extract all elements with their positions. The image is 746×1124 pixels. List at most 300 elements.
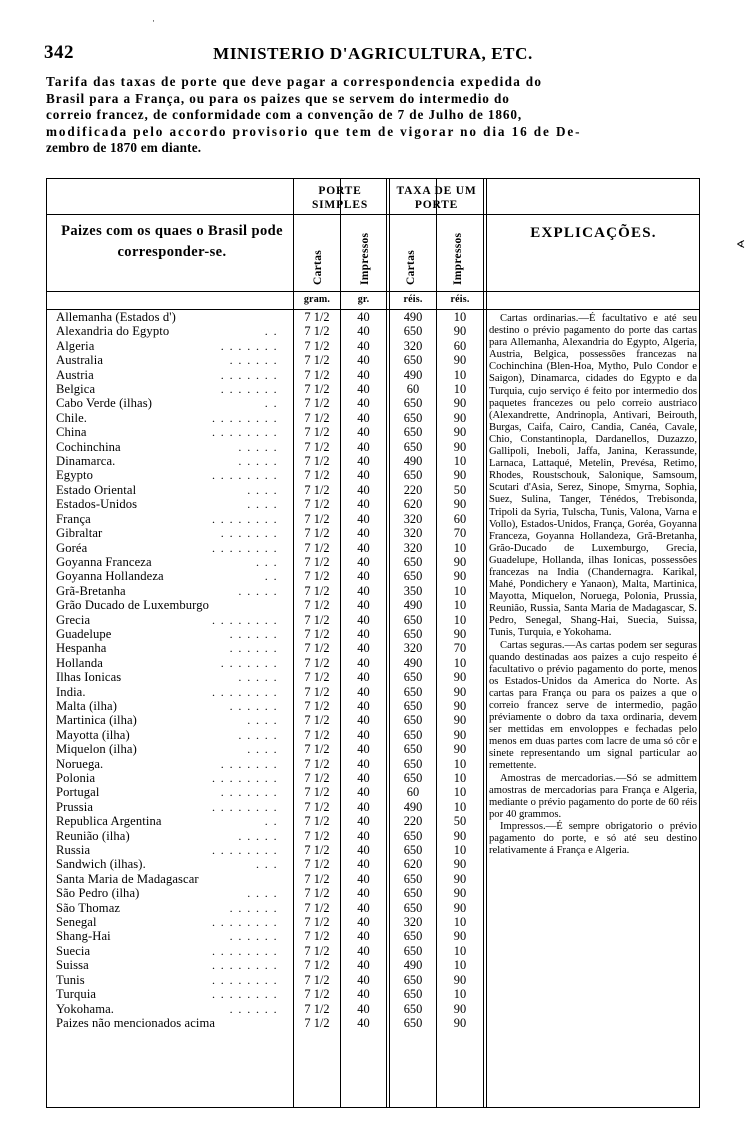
leader-dots: . . . . . [238, 583, 278, 598]
country-name: Reunião (ilha) [56, 828, 130, 843]
leader-dots: . . . . . . . . [212, 771, 278, 785]
country-name: Estado Oriental [56, 482, 137, 497]
cell-c4: 10 [453, 583, 467, 598]
cell-c4: 90 [453, 929, 467, 944]
cell-c1: 7 1/2 [304, 324, 330, 339]
leader-dots: . . [264, 396, 278, 411]
subheading-porte-cartas: Cartas [312, 249, 324, 285]
country-name: Grã-Bretanha [56, 583, 126, 598]
subheading-porte-impressos: Impressos [359, 232, 371, 285]
leader-dots: . . . . . . [229, 698, 278, 713]
cell-c3: 650 [403, 843, 423, 858]
leader-dots: . . . . . . . . [212, 540, 278, 555]
country-name: Paizes não mencionados acima [56, 1015, 216, 1030]
group-heading-taxa-de-um-porte: TAXA DE UM PORTE [396, 185, 477, 211]
cell-c2: 40 [357, 915, 370, 930]
cell-c2: 40 [357, 785, 370, 800]
cell-c2: 40 [357, 554, 370, 569]
cell-c4: 90 [453, 626, 467, 641]
cell-c1: 7 1/2 [304, 670, 330, 685]
intro-line: modificada pelo accordo provisorio que tem de vigorar no dia 16 de De- [46, 123, 582, 139]
table-row [47, 929, 699, 943]
cell-c1: 7 1/2 [304, 713, 330, 728]
table-row [47, 958, 699, 972]
leader-dots: . . . . . . . . [212, 612, 278, 627]
leader-dots: . . . [256, 857, 278, 872]
cell-c1: 7 1/2 [304, 583, 330, 598]
cell-c2: 40 [357, 828, 370, 843]
leader-dots: . . . . . . . . [212, 799, 278, 814]
row-divider [47, 291, 699, 292]
cell-c2: 40 [357, 771, 370, 785]
cell-c3: 650 [403, 742, 423, 757]
cell-c2: 40 [357, 324, 370, 339]
leader-dots: . . . . . . [229, 929, 278, 944]
cell-c1: 7 1/2 [304, 554, 330, 569]
cell-c3: 650 [403, 569, 423, 584]
leader-dots: . . . . . [238, 439, 278, 454]
cell-c1: 7 1/2 [304, 612, 330, 627]
cell-c3: 650 [403, 324, 423, 339]
cell-c1: 7 1/2 [304, 1015, 330, 1030]
cell-c3: 650 [403, 972, 423, 987]
leader-dots: . . . [256, 554, 278, 569]
cell-c1: 7 1/2 [304, 727, 330, 742]
cell-c3: 620 [403, 857, 423, 872]
country-name: Cabo Verde (ilhas) [56, 396, 152, 411]
leader-dots: . . . . [247, 497, 278, 512]
cell-c2: 40 [357, 1015, 370, 1030]
country-name: Guadelupe [56, 626, 112, 641]
cell-c3: 650 [403, 554, 423, 569]
leader-dots: . . . . [247, 886, 278, 901]
cell-c4: 10 [453, 958, 467, 973]
leader-dots: . . . . . . [229, 353, 278, 368]
cell-c1: 7 1/2 [304, 857, 330, 872]
country-name: Russia [56, 843, 91, 858]
cell-c2: 40 [357, 727, 370, 742]
page-number: 342 [44, 42, 74, 63]
group-heading-porte-simples: PORTE SIMPLES [311, 185, 369, 211]
cell-c2: 40 [357, 713, 370, 728]
leader-dots: . . . . . . . [220, 756, 278, 771]
cell-c4: 90 [453, 410, 467, 425]
cell-c4: 90 [453, 1001, 467, 1016]
cell-c1: 7 1/2 [304, 814, 330, 829]
cell-c3: 650 [403, 353, 423, 368]
country-name: Algeria [56, 338, 95, 353]
cell-c1: 7 1/2 [304, 742, 330, 757]
cell-c3: 650 [403, 828, 423, 843]
cell-c2: 40 [357, 670, 370, 685]
country-name: Goyanna Franceza [56, 554, 152, 569]
cell-c4: 70 [453, 526, 467, 541]
cell-c4: 60 [453, 338, 467, 353]
leader-dots: . . . . . . . . [212, 987, 278, 1002]
cell-c4: 90 [453, 324, 467, 339]
country-name: Martinica (ilha) [56, 713, 137, 728]
running-head: MINISTERIO D'AGRICULTURA, ETC. [213, 44, 533, 63]
cell-c2: 40 [357, 641, 370, 656]
explanation-paragraph: Amostras de mercadorias.—Só se admittem amostras de mercadorias para França e Algeria, mediante o prévio pagamento do porte de 60 réis por 40 grammos. [489, 772, 697, 820]
cell-c1: 7 1/2 [304, 540, 330, 555]
cell-c4: 90 [453, 468, 467, 483]
country-name: Egypto [56, 468, 93, 483]
cell-c2: 40 [357, 598, 370, 613]
cell-c4: 10 [453, 987, 467, 1002]
cell-c2: 40 [357, 468, 370, 483]
leader-dots: . . . . . . . . [212, 684, 278, 699]
cell-c2: 40 [357, 799, 370, 814]
cell-c3: 490 [403, 655, 423, 670]
cell-c3: 650 [403, 929, 423, 944]
cell-c1: 7 1/2 [304, 1001, 330, 1016]
table-row [47, 944, 699, 958]
cell-c1: 7 1/2 [304, 698, 330, 713]
cell-c4: 90 [453, 670, 467, 685]
intro-paragraph [46, 74, 706, 157]
cell-c3: 650 [403, 410, 423, 425]
country-name: Allemanha (Estados d') [56, 310, 176, 324]
cell-c1: 7 1/2 [304, 310, 330, 324]
cell-c1: 7 1/2 [304, 943, 330, 958]
cell-c4: 90 [453, 972, 467, 987]
table-row [47, 1002, 699, 1016]
cell-c2: 40 [357, 655, 370, 670]
cell-c4: 90 [453, 554, 467, 569]
cell-c4: 90 [453, 1015, 467, 1030]
cell-c2: 40 [357, 425, 370, 440]
cell-c3: 650 [403, 670, 423, 685]
cell-c1: 7 1/2 [304, 367, 330, 382]
cell-c3: 650 [403, 698, 423, 713]
cell-c4: 90 [453, 497, 467, 512]
cell-c3: 490 [403, 367, 423, 382]
cell-c4: 90 [453, 353, 467, 368]
cell-c1: 7 1/2 [304, 684, 330, 699]
leader-dots: . . . . . . . . [212, 915, 278, 930]
leader-dots: . . . . . . . [220, 338, 278, 353]
cell-c3: 620 [403, 497, 423, 512]
cell-c4: 90 [453, 396, 467, 411]
cell-c4: 10 [453, 540, 467, 555]
leader-dots: . . . . [247, 482, 278, 497]
cell-c3: 650 [403, 886, 423, 901]
leader-dots: . . . . . . [229, 900, 278, 915]
cell-c2: 40 [357, 871, 370, 886]
cell-c4: 90 [453, 871, 467, 886]
subheading-taxa-impressos: Impressos [452, 232, 464, 285]
table-row [47, 915, 699, 929]
leader-dots: . . . . [247, 713, 278, 728]
cell-c3: 490 [403, 958, 423, 973]
cell-c3: 60 [406, 382, 420, 397]
country-name: Suecia [56, 943, 91, 958]
cell-c3: 650 [403, 396, 423, 411]
country-name: Senegal [56, 915, 97, 930]
country-name: Malta (ilha) [56, 698, 117, 713]
country-name: Grecia [56, 612, 91, 627]
country-name: Alexandria do Egypto [56, 324, 170, 339]
cell-c3: 220 [403, 482, 423, 497]
cell-c2: 40 [357, 612, 370, 627]
cell-c3: 320 [403, 526, 423, 541]
country-name: Tunis [56, 972, 85, 987]
cell-c2: 40 [357, 742, 370, 757]
cell-c3: 650 [403, 468, 423, 483]
country-name: Belgica [56, 382, 96, 397]
country-name: Prussia [56, 799, 94, 814]
country-name: São Thomaz [56, 900, 121, 915]
cell-c3: 320 [403, 641, 423, 656]
country-name: Mayotta (ilha) [56, 727, 130, 742]
cell-c3: 650 [403, 771, 423, 785]
leader-dots: . . . . . . [229, 1001, 278, 1016]
country-name: Sandwich (ilhas). [56, 857, 146, 872]
cell-c2: 40 [357, 900, 370, 915]
cell-c2: 40 [357, 684, 370, 699]
cell-c1: 7 1/2 [304, 929, 330, 944]
cell-c1: 7 1/2 [304, 425, 330, 440]
cell-c1: 7 1/2 [304, 843, 330, 858]
cell-c1: 7 1/2 [304, 987, 330, 1002]
cell-c1: 7 1/2 [304, 871, 330, 886]
country-name: Yokohama. [56, 1001, 115, 1016]
cell-c3: 320 [403, 511, 423, 526]
cell-c2: 40 [357, 987, 370, 1002]
cell-c1: 7 1/2 [304, 410, 330, 425]
cell-c4: 10 [453, 756, 467, 771]
leader-dots: . . . . . . . . [212, 943, 278, 958]
leader-dots: . . . . . . . [220, 785, 278, 800]
cell-c4: 70 [453, 641, 467, 656]
cell-c4: 10 [453, 771, 467, 785]
country-name: Miquelon (ilha) [56, 742, 137, 757]
cell-c3: 650 [403, 1015, 423, 1030]
cell-c2: 40 [357, 943, 370, 958]
cell-c1: 7 1/2 [304, 641, 330, 656]
cell-c4: 10 [453, 843, 467, 858]
country-name: Grão Ducado de Luxemburgo [56, 598, 209, 613]
cell-c1: 7 1/2 [304, 526, 330, 541]
leader-dots: . . [264, 814, 278, 829]
country-name: Suissa [56, 958, 89, 973]
cell-c4: 60 [453, 511, 467, 526]
cell-c1: 7 1/2 [304, 799, 330, 814]
country-name: Shang-Hai [56, 929, 111, 944]
cell-c1: 7 1/2 [304, 771, 330, 785]
cell-c1: 7 1/2 [304, 468, 330, 483]
cell-c4: 10 [453, 785, 467, 800]
unit-porte-impressos: gr. [357, 294, 370, 305]
table-row [47, 901, 699, 915]
leader-dots: . . . . . [238, 670, 278, 685]
cell-c3: 650 [403, 612, 423, 627]
unit-porte-cartas: gram. [303, 294, 331, 305]
cell-c4: 90 [453, 713, 467, 728]
cell-c1: 7 1/2 [304, 396, 330, 411]
leader-dots: . . . . . . [229, 626, 278, 641]
explanation-paragraph: Impressos.—É sempre obrigatorio o prévio pagamento do porte, e só até seu destino relativamente á França e Algeria. [489, 820, 697, 857]
cell-c3: 650 [403, 756, 423, 771]
cell-c2: 40 [357, 367, 370, 382]
cell-c4: 90 [453, 857, 467, 872]
intro-line: zembro de 1870 em diante. [46, 140, 202, 155]
column-heading-countries: Paizes com os quaes o Brasil pode corresponder-se. [61, 223, 283, 260]
country-name: Hespanha [56, 641, 107, 656]
cell-c4: 10 [453, 382, 467, 397]
cell-c1: 7 1/2 [304, 828, 330, 843]
country-name: Australia [56, 353, 104, 368]
cell-c2: 40 [357, 886, 370, 901]
table-row [47, 1016, 699, 1030]
cell-c2: 40 [357, 626, 370, 641]
cell-c4: 10 [453, 943, 467, 958]
country-name: Gibraltar [56, 526, 103, 541]
country-name: Estados-Unidos [56, 497, 138, 512]
explanation-paragraph: Cartas ordinarias.—É facultativo e até seu destino o prévio pagamento do porte das cartas para Allemanha, Alexandria do Egypto, Algeria, Austria, Belgica, possessões francezas na Cochinchina (Blen-Hoa, Mytho, Pulo Condor e Saigon), Dinamarca, cidades do Egypto e da Turquia, cujo serviço é feito por intermedio dos paquetes francezes ou pelo correio austriaco (Alexandrette, Andrinopla, Antivari, Beirouth, Burgas, Caifa, Cairo, Candia, Canéa, Cavale, Chio, Constantinopla, Dardanellos, Duzazzo, Gallipoli, Ineboli, Jaffa, Janina, Kerassunde, Larnaca, Lattaqué, Metelin, Prevésa, Retimo, Rhodes, Roustschouk, Salonique, Samsoum, Scutari d'Asia, Serez, Sinope, Smyrna, Sophia, Suez, Sulina, Tanger, Ténédos, Trebisonda, Tripoli da Syria, Tulscha, Tunis, Valona, Varna e Vollo), Estados-Unidos, França, Goréa, Goyanna Franceza, Goyanna Hollandeza, Grã-Bretanha, Grão-Ducado de Luxemburgo, Grecia, Guadelupe, Hollanda, ilhas Ionicas, possessões francezas na India (Chandernagra. Karikal, Mahé, Pondichery e Yanaon), Malta, Martinica, Mayotta, Miquelon, Noruega, Polonia, Prussia, Reunião, Russia, Santa Maria de Madagascar, S. Pedro, Senegal, Shang-Hai, Suecia, Suissa, Tunis, Turquia, e Yokohama. [489, 313, 697, 639]
unit-taxa-cartas: réis. [403, 294, 423, 305]
cell-c1: 7 1/2 [304, 958, 330, 973]
cell-c3: 60 [406, 785, 420, 800]
leader-dots: . . [264, 569, 278, 584]
cell-c2: 40 [357, 857, 370, 872]
cell-c3: 490 [403, 598, 423, 613]
cell-c4: 10 [453, 310, 467, 324]
cell-c2: 40 [357, 439, 370, 454]
country-name: China [56, 425, 87, 440]
leader-dots: . . [264, 324, 278, 339]
cell-c2: 40 [357, 569, 370, 584]
cell-c4: 50 [453, 482, 467, 497]
cell-c3: 650 [403, 871, 423, 886]
cell-c4: 90 [453, 698, 467, 713]
leader-dots: . . . . . . . . [212, 843, 278, 858]
cell-c2: 40 [357, 454, 370, 469]
cell-c4: 10 [453, 655, 467, 670]
cell-c3: 650 [403, 684, 423, 699]
row-divider [47, 214, 699, 215]
cell-c4: 10 [453, 612, 467, 627]
country-name: Goréa [56, 540, 88, 555]
cell-c1: 7 1/2 [304, 382, 330, 397]
cell-c2: 40 [357, 526, 370, 541]
cell-c1: 7 1/2 [304, 497, 330, 512]
margin-dot: · [152, 16, 155, 26]
country-name: Ilhas Ionicas [56, 670, 122, 685]
leader-dots: . . . . . . . . [212, 410, 278, 425]
cell-c1: 7 1/2 [304, 353, 330, 368]
country-name: Republica Argentina [56, 814, 162, 829]
leader-dots: . . . . . . . [220, 526, 278, 541]
cell-c2: 40 [357, 1001, 370, 1016]
leader-dots: . . . . . . . [220, 655, 278, 670]
cell-c2: 40 [357, 698, 370, 713]
table-row [47, 973, 699, 987]
cell-c4: 90 [453, 569, 467, 584]
cell-c1: 7 1/2 [304, 900, 330, 915]
cell-c4: 90 [453, 439, 467, 454]
cell-c2: 40 [357, 540, 370, 555]
cell-c3: 220 [403, 814, 423, 829]
leader-dots: . . . . . [238, 727, 278, 742]
country-name: Santa Maria de Madagascar [56, 871, 199, 886]
subheading-taxa-cartas: Cartas [405, 249, 417, 285]
cell-c1: 7 1/2 [304, 626, 330, 641]
unit-taxa-impressos: réis. [450, 294, 470, 305]
tariff-table [46, 178, 700, 1108]
cell-c2: 40 [357, 958, 370, 973]
cell-c3: 490 [403, 310, 423, 324]
intro-line: Tarifa das taxas de porte que deve pagar a correspondencia expedida do [46, 74, 543, 89]
cell-c3: 650 [403, 727, 423, 742]
cell-c4: 90 [453, 886, 467, 901]
country-name: São Pedro (ilha) [56, 886, 140, 901]
cell-c4: 90 [453, 900, 467, 915]
cell-c2: 40 [357, 756, 370, 771]
cell-c1: 7 1/2 [304, 915, 330, 930]
leader-dots: . . . . . [238, 828, 278, 843]
margin-mark: ∢ [736, 239, 746, 251]
cell-c1: 7 1/2 [304, 972, 330, 987]
country-name: Turquia [56, 987, 97, 1002]
cell-c3: 490 [403, 454, 423, 469]
table-row [47, 872, 699, 886]
cell-c1: 7 1/2 [304, 454, 330, 469]
country-name: Polonia [56, 771, 96, 785]
cell-c3: 650 [403, 900, 423, 915]
cell-c2: 40 [357, 396, 370, 411]
cell-c4: 10 [453, 454, 467, 469]
cell-c3: 650 [403, 439, 423, 454]
cell-c4: 90 [453, 742, 467, 757]
country-name: Hollanda [56, 655, 103, 670]
leader-dots: . . . . [247, 742, 278, 757]
cell-c4: 90 [453, 828, 467, 843]
cell-c1: 7 1/2 [304, 338, 330, 353]
cell-c1: 7 1/2 [304, 482, 330, 497]
intro-line: Brasil para a França, ou para os paizes que se servem do intermedio do [46, 90, 510, 106]
cell-c3: 320 [403, 540, 423, 555]
cell-c3: 650 [403, 987, 423, 1002]
leader-dots: . . . . . [238, 454, 278, 469]
cell-c1: 7 1/2 [304, 886, 330, 901]
leader-dots: . . . . . . . [220, 382, 278, 397]
country-name: Austria [56, 367, 94, 382]
cell-c1: 7 1/2 [304, 511, 330, 526]
cell-c2: 40 [357, 814, 370, 829]
country-name: Dinamarca. [56, 454, 116, 469]
cell-c1: 7 1/2 [304, 598, 330, 613]
cell-c4: 10 [453, 598, 467, 613]
cell-c2: 40 [357, 482, 370, 497]
cell-c4: 50 [453, 814, 467, 829]
explanation-paragraph: Cartas seguras.—As cartas podem ser seguras quando destinadas aos paizes a cujo respeito é facultativo o prévio pagamento do porte, menos os Estados-Unidos da America do Norte. As cartas para França ou para os paizes a que o correio francez serve de intermedio, pagão préviamente o dobro da taxa ordinaria, devem ser mettidas em envoloppes e fechadas pelo menos em duas partes com lacre de uma só côr e sinete representando um signal particular ao remettente. [489, 639, 697, 772]
cell-c2: 40 [357, 310, 370, 324]
cell-c3: 490 [403, 799, 423, 814]
cell-c3: 320 [403, 915, 423, 930]
cell-c1: 7 1/2 [304, 439, 330, 454]
table-row [47, 857, 699, 871]
leader-dots: . . . . . . . . [212, 958, 278, 973]
cell-c1: 7 1/2 [304, 756, 330, 771]
cell-c2: 40 [357, 382, 370, 397]
cell-c4: 90 [453, 425, 467, 440]
cell-c2: 40 [357, 511, 370, 526]
cell-c3: 650 [403, 425, 423, 440]
leader-dots: . . . . . . . . [212, 511, 278, 526]
intro-line: correio francez, de conformidade com a convenção de 7 de Julho de 1860, [46, 107, 523, 122]
